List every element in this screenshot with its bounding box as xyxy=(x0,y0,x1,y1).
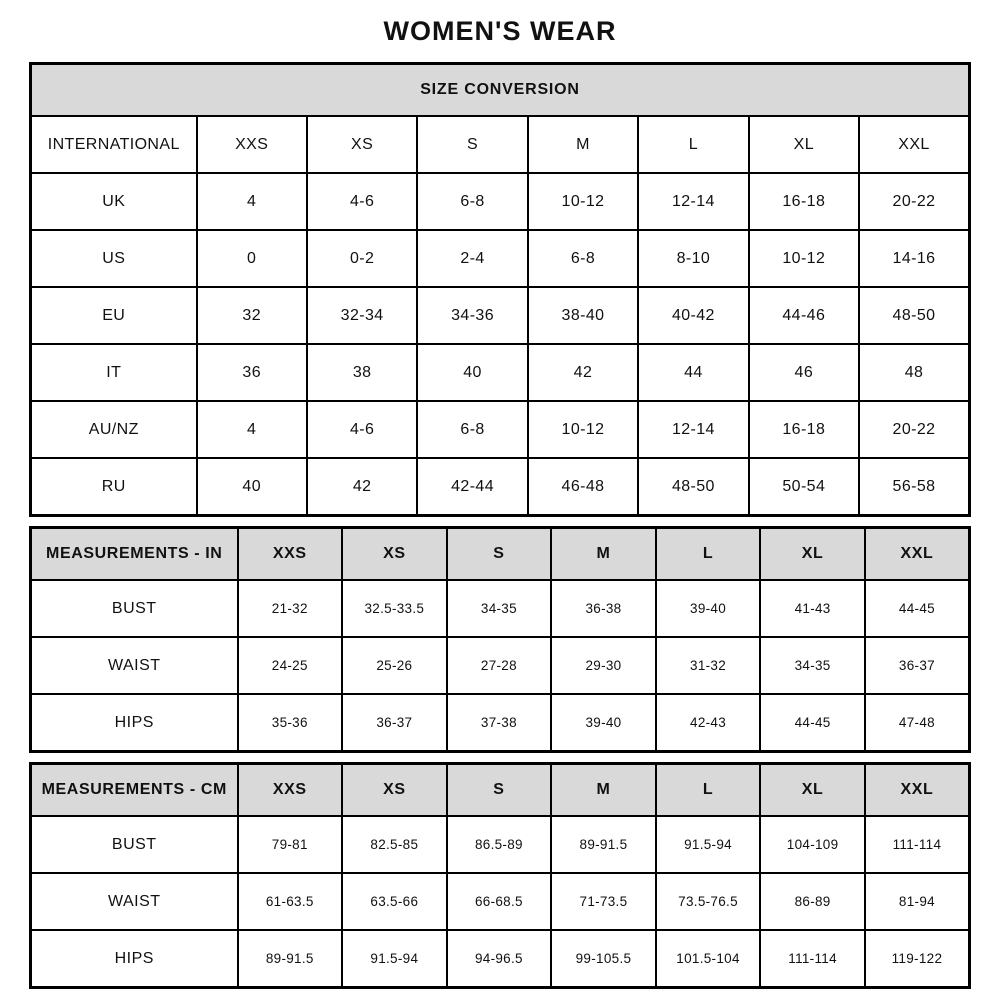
measurement-value: 35-36 xyxy=(238,694,343,752)
size-value: L xyxy=(638,116,748,173)
size-value: 6-8 xyxy=(528,230,638,287)
measurement-value: 91.5-94 xyxy=(656,816,761,873)
col-header: XXL xyxy=(865,528,970,581)
size-value: 44-46 xyxy=(749,287,859,344)
size-value: 36 xyxy=(197,344,307,401)
measurement-value: 42-43 xyxy=(656,694,761,752)
size-value: 46-48 xyxy=(528,458,638,516)
measurement-value: 36-38 xyxy=(551,580,656,637)
col-header: XS xyxy=(342,528,447,581)
measurements-cm-title: MEASUREMENTS - CM xyxy=(31,764,238,817)
measurement-value: 39-40 xyxy=(551,694,656,752)
measurement-value: 81-94 xyxy=(865,873,970,930)
measurement-value: 27-28 xyxy=(447,637,552,694)
size-value: 32-34 xyxy=(307,287,417,344)
measurement-value: 89-91.5 xyxy=(551,816,656,873)
size-value: 38-40 xyxy=(528,287,638,344)
row-label: BUST xyxy=(31,816,238,873)
table-header-row xyxy=(31,528,970,581)
measurements-cm-table xyxy=(29,762,971,989)
size-value: 32 xyxy=(197,287,307,344)
size-value: S xyxy=(417,116,527,173)
measurement-value: 29-30 xyxy=(551,637,656,694)
col-header: M xyxy=(551,764,656,817)
measurement-value: 36-37 xyxy=(865,637,970,694)
row-label: UK xyxy=(31,173,197,230)
size-value: XXS xyxy=(197,116,307,173)
row-label: EU xyxy=(31,287,197,344)
measurement-value: 36-37 xyxy=(342,694,447,752)
size-value: 4-6 xyxy=(307,173,417,230)
table-row xyxy=(31,287,970,344)
table-row xyxy=(31,873,970,930)
table-row xyxy=(31,694,970,752)
col-header: S xyxy=(447,528,552,581)
row-label: INTERNATIONAL xyxy=(31,116,197,173)
size-value: 20-22 xyxy=(859,401,969,458)
measurement-value: 66-68.5 xyxy=(447,873,552,930)
measurement-value: 61-63.5 xyxy=(238,873,343,930)
size-value: 0 xyxy=(197,230,307,287)
measurement-value: 82.5-85 xyxy=(342,816,447,873)
measurement-value: 34-35 xyxy=(760,637,865,694)
size-value: XS xyxy=(307,116,417,173)
size-value: XXL xyxy=(859,116,969,173)
measurements-in-table xyxy=(29,526,971,753)
size-value: 34-36 xyxy=(417,287,527,344)
measurement-value: 86-89 xyxy=(760,873,865,930)
size-value: 44 xyxy=(638,344,748,401)
col-header: S xyxy=(447,764,552,817)
measurement-value: 71-73.5 xyxy=(551,873,656,930)
col-header: XXS xyxy=(238,528,343,581)
measurement-value: 111-114 xyxy=(865,816,970,873)
col-header: XL xyxy=(760,528,865,581)
size-value: 46 xyxy=(749,344,859,401)
size-value: M xyxy=(528,116,638,173)
table-row xyxy=(31,230,970,287)
measurement-value: 39-40 xyxy=(656,580,761,637)
measurement-value: 25-26 xyxy=(342,637,447,694)
measurement-value: 101.5-104 xyxy=(656,930,761,988)
measurement-value: 79-81 xyxy=(238,816,343,873)
measurement-value: 44-45 xyxy=(760,694,865,752)
table-row xyxy=(31,173,970,230)
measurement-value: 21-32 xyxy=(238,580,343,637)
col-header: XXL xyxy=(865,764,970,817)
size-value: 12-14 xyxy=(638,173,748,230)
table-row xyxy=(31,580,970,637)
row-label: BUST xyxy=(31,580,238,637)
size-value: 6-8 xyxy=(417,401,527,458)
size-value: 14-16 xyxy=(859,230,969,287)
measurement-value: 44-45 xyxy=(865,580,970,637)
size-value: XL xyxy=(749,116,859,173)
measurement-value: 63.5-66 xyxy=(342,873,447,930)
measurements-in-title: MEASUREMENTS - IN xyxy=(31,528,238,581)
size-value: 56-58 xyxy=(859,458,969,516)
col-header: XL xyxy=(760,764,865,817)
size-value: 42 xyxy=(307,458,417,516)
size-value: 10-12 xyxy=(528,173,638,230)
row-label: RU xyxy=(31,458,197,516)
table-row xyxy=(31,637,970,694)
size-value: 40-42 xyxy=(638,287,748,344)
size-value: 4-6 xyxy=(307,401,417,458)
measurement-value: 89-91.5 xyxy=(238,930,343,988)
size-value: 12-14 xyxy=(638,401,748,458)
table-header-row xyxy=(31,764,970,817)
col-header: L xyxy=(656,764,761,817)
size-value: 48-50 xyxy=(638,458,748,516)
size-value: 42-44 xyxy=(417,458,527,516)
size-value: 10-12 xyxy=(749,230,859,287)
row-label: HIPS xyxy=(31,930,238,988)
measurement-value: 47-48 xyxy=(865,694,970,752)
size-value: 50-54 xyxy=(749,458,859,516)
table-header-row xyxy=(31,64,970,117)
size-conversion-title: SIZE CONVERSION xyxy=(31,64,970,117)
col-header: XXS xyxy=(238,764,343,817)
table-row xyxy=(31,458,970,516)
size-value: 16-18 xyxy=(749,173,859,230)
col-header: XS xyxy=(342,764,447,817)
measurement-value: 111-114 xyxy=(760,930,865,988)
measurement-value: 86.5-89 xyxy=(447,816,552,873)
size-value: 2-4 xyxy=(417,230,527,287)
size-value: 20-22 xyxy=(859,173,969,230)
row-label: WAIST xyxy=(31,873,238,930)
row-label: HIPS xyxy=(31,694,238,752)
size-value: 6-8 xyxy=(417,173,527,230)
measurement-value: 24-25 xyxy=(238,637,343,694)
measurement-value: 119-122 xyxy=(865,930,970,988)
measurement-value: 73.5-76.5 xyxy=(656,873,761,930)
size-value: 4 xyxy=(197,173,307,230)
table-row xyxy=(31,344,970,401)
size-value: 40 xyxy=(417,344,527,401)
table-row xyxy=(31,816,970,873)
row-label: US xyxy=(31,230,197,287)
measurement-value: 94-96.5 xyxy=(447,930,552,988)
size-value: 42 xyxy=(528,344,638,401)
row-label: AU/NZ xyxy=(31,401,197,458)
table-row xyxy=(31,116,970,173)
measurement-value: 31-32 xyxy=(656,637,761,694)
size-value: 10-12 xyxy=(528,401,638,458)
col-header: L xyxy=(656,528,761,581)
measurement-value: 41-43 xyxy=(760,580,865,637)
measurement-value: 104-109 xyxy=(760,816,865,873)
table-row xyxy=(31,401,970,458)
size-value: 8-10 xyxy=(638,230,748,287)
measurement-value: 91.5-94 xyxy=(342,930,447,988)
row-label: IT xyxy=(31,344,197,401)
row-label: WAIST xyxy=(31,637,238,694)
size-value: 0-2 xyxy=(307,230,417,287)
size-value: 16-18 xyxy=(749,401,859,458)
col-header: M xyxy=(551,528,656,581)
table-row xyxy=(31,930,970,988)
measurement-value: 37-38 xyxy=(447,694,552,752)
size-value: 40 xyxy=(197,458,307,516)
size-conversion-table xyxy=(29,62,971,517)
measurement-value: 34-35 xyxy=(447,580,552,637)
size-value: 38 xyxy=(307,344,417,401)
page-title: WOMEN'S WEAR xyxy=(383,16,617,46)
measurement-value: 32.5-33.5 xyxy=(342,580,447,637)
size-value: 4 xyxy=(197,401,307,458)
measurement-value: 99-105.5 xyxy=(551,930,656,988)
size-value: 48 xyxy=(859,344,969,401)
size-value: 48-50 xyxy=(859,287,969,344)
